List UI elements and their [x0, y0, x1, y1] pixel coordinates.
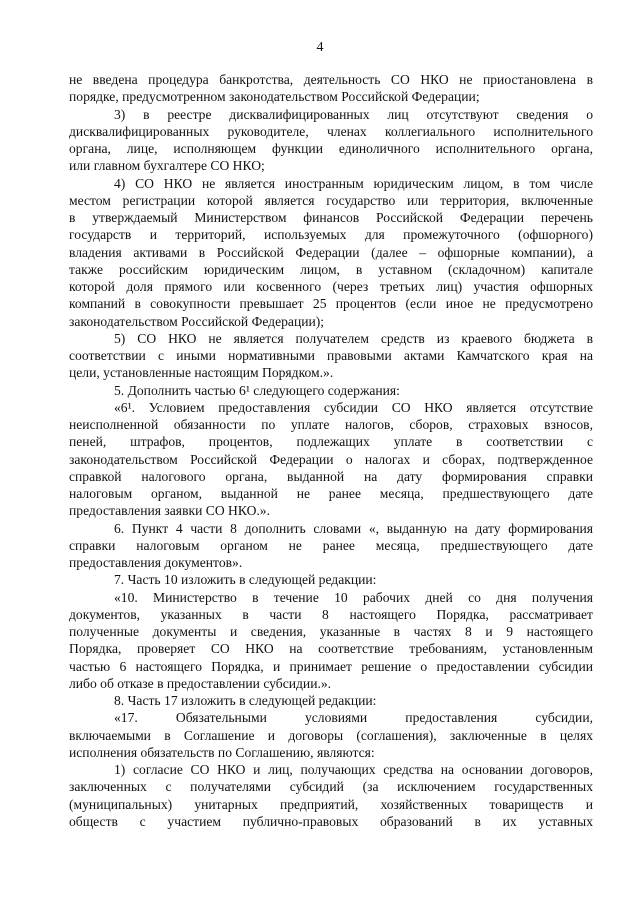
text-line: в утверждаемый Министерством финансов Российской Федерации перечень	[69, 210, 593, 225]
text-line: местом регистрации которой является государство или территория, включенные	[69, 192, 593, 208]
text-line: исполнения обязательств по Соглашению, являются:	[69, 744, 375, 760]
text-line: компаний в совокупности превышает 25 процентов (если иное не предусмотрено	[69, 296, 593, 312]
text-line: полученные документы и сведения, указанные в частях 8 и 9 настоящего	[69, 624, 593, 639]
text-line: Порядка, проверяет СО НКО на соответствие требованиям, установленным	[69, 641, 593, 657]
text-line: 7. Часть 10 изложить в следующей редакции:	[114, 572, 377, 588]
text-line: обществ с участием публично-правовых образований в их уставных	[69, 813, 593, 829]
text-line: соответствии с иными нормативными правовыми актами Камчатского края на	[69, 348, 593, 363]
text-line: справки налоговым органом не ранее месяца, предшествующего дате	[69, 537, 593, 553]
text-line: 5. Дополнить частью 6¹ следующего содержания:	[114, 382, 400, 398]
text-line: справкой налогового органа, выданной на дату формирования справки	[69, 468, 593, 484]
text-line: включаемыми в Соглашение и договоры (соглашения), заключенные в целях	[69, 727, 593, 743]
text-line: «17. Обязательными условиями предоставления субсидии,	[114, 710, 593, 726]
text-line: 8. Часть 17 изложить в следующей редакции:	[114, 693, 377, 708]
text-line: заключенных с получателями субсидий (за исключением государственных	[69, 779, 593, 795]
text-line: также российским юридическим лицом, в уставном (складочном) капитале	[69, 261, 593, 277]
text-line: 5) СО НКО не является получателем средств из краевого бюджета в	[114, 330, 593, 346]
text-line: либо об отказе в предоставлении субсидии.».	[69, 675, 332, 691]
text-line: неисполненной обязанности по уплате налогов, сборов, страховых взносов,	[69, 417, 593, 432]
text-line: 6. Пункт 4 части 8 дополнить словами «, выданную на дату формирования	[114, 520, 593, 536]
text-line: частью 6 настоящего Порядка, и принимает решение о предоставлении субсидии	[69, 658, 593, 674]
text-line: или главном бухгалтере СО НКО;	[69, 158, 265, 174]
text-line: 1) согласие СО НКО и лиц, получающих средства на основании договоров,	[114, 762, 593, 777]
text-line: государств и территорий, используемых для промежуточного (офшорного)	[69, 227, 593, 243]
text-line: 3) в реестре дисквалифицированных лиц отсутствуют сведения о	[114, 106, 593, 122]
text-line: законодательством Российской Федерации);	[69, 313, 325, 329]
text-line: 4) СО НКО не является иностранным юридическим лицом, в том числе	[114, 175, 593, 191]
document-body	[69, 71, 593, 830]
text-line: «10. Министерство в течение 10 рабочих дней со дня получения	[114, 589, 593, 605]
text-line: пеней, штрафов, процентов, подлежащих уплате в соответствии с	[69, 434, 593, 450]
text-line: дисквалифицированных руководителе, членах коллегиального исполнительного	[69, 123, 593, 139]
text-line: документов, указанных в части 8 настоящего Порядка, рассматривает	[69, 606, 593, 622]
text-line: не введена процедура банкротства, деятельность СО НКО не приостановлена в	[69, 72, 593, 87]
text-line: законодательством Российской Федерации о налогах и сборах, подтвержденное	[69, 451, 593, 467]
text-line: предоставления документов».	[69, 555, 243, 570]
text-line: органа, лице, исполняющем функции единоличного исполнительного органа,	[69, 141, 593, 156]
text-line: владения активами в Российской Федерации (далее – офшорные компании), а	[69, 244, 593, 260]
text-line: (муниципальных) унитарных предприятий, хозяйственных товариществ и	[69, 796, 593, 812]
text-line: «6¹. Условием предоставления субсидии СО НКО является отсутствие	[114, 399, 593, 415]
text-line: порядке, предусмотренном законодательством Российской Федерации;	[69, 89, 480, 105]
text-line: налоговым органом, выданной не ранее месяца, предшествующего дате	[69, 486, 593, 501]
text-line: цели, установленные настоящим Порядком.».	[69, 365, 334, 381]
text-line: предоставления заявки СО НКО.».	[69, 503, 270, 519]
text-line: которой доля прямого или косвенного (через третьих лиц) участия офшорных	[69, 279, 593, 294]
page-number: 4	[316, 40, 324, 55]
